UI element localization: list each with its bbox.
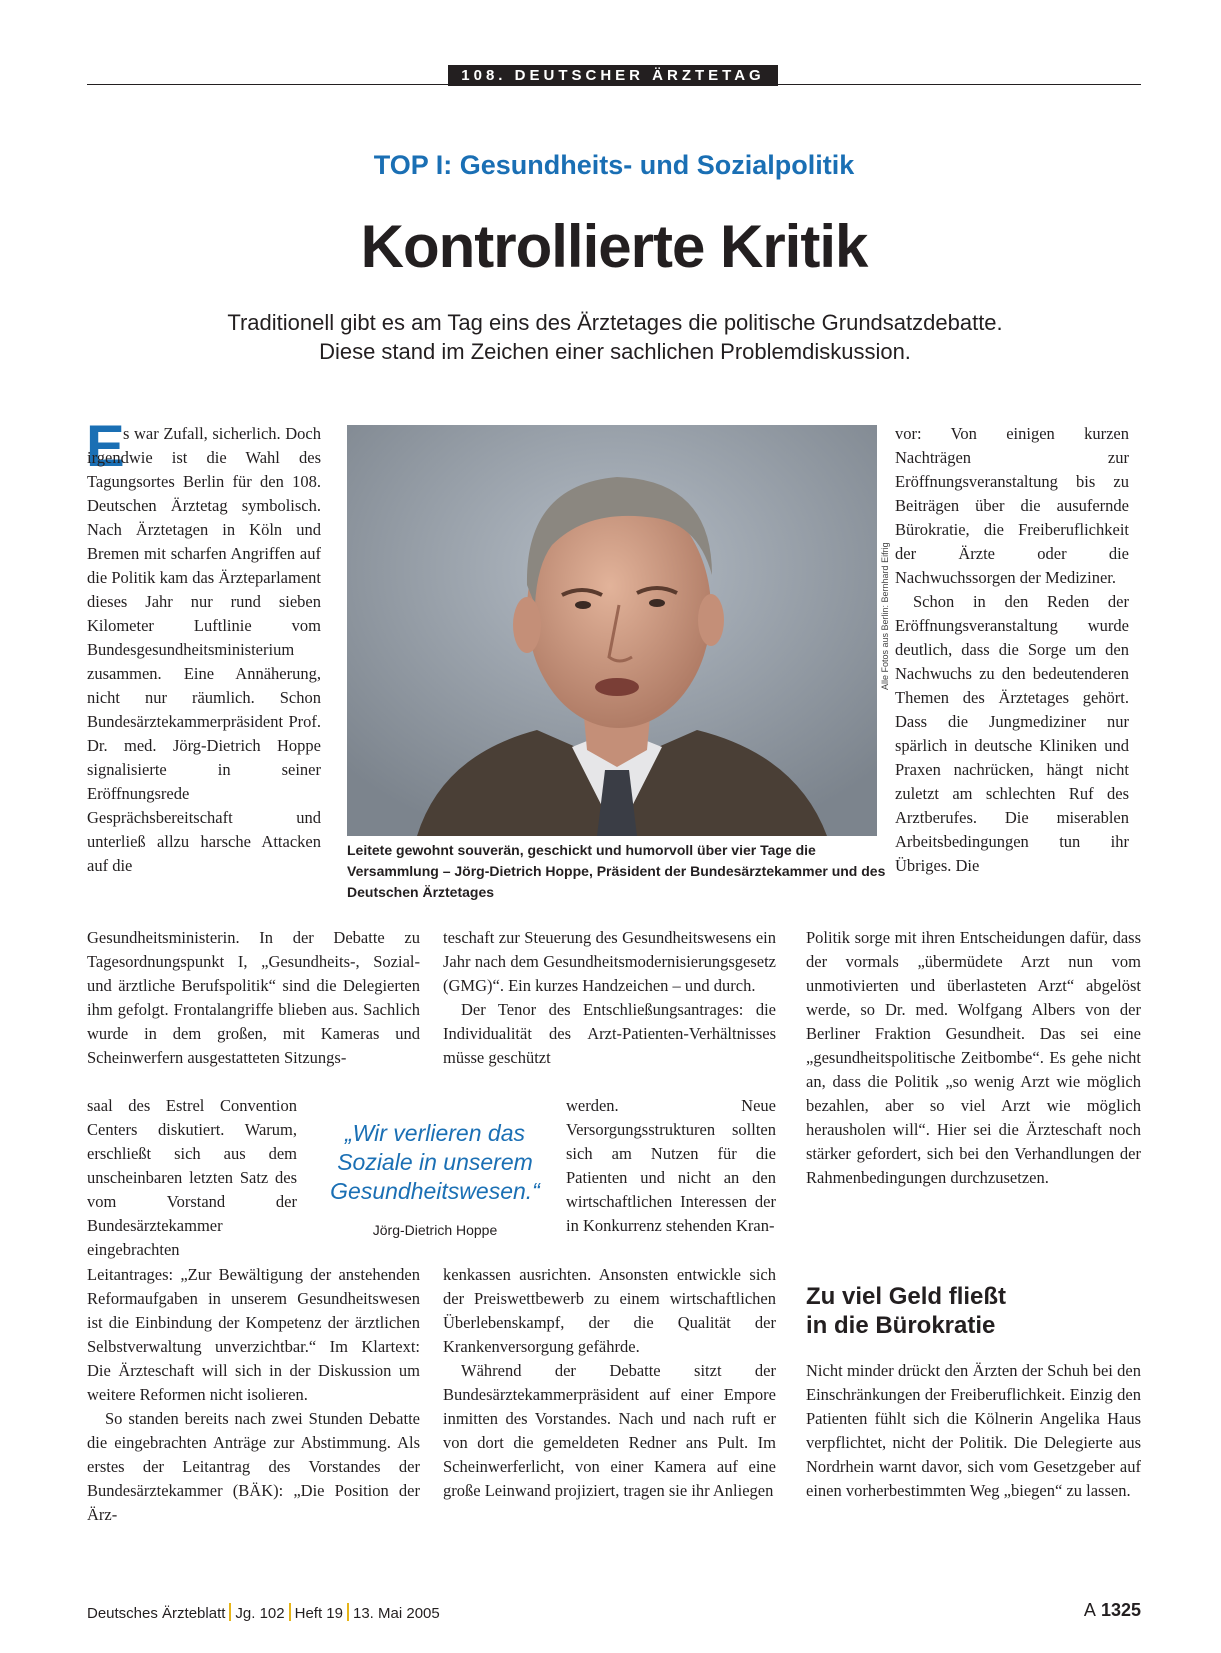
subheading-line: in die Bürokratie (806, 1312, 996, 1339)
paragraph: Schon in den Reden der Eröffnungsveranstaltung wurde deutlich, dass die Sorge um den Nachwuchs zu den bedeutenderen Themen des Ärztetages gehört. Dass die Jungmediziner nur spärlich in deutsche Kliniken und Praxen nachrücken, hängt nicht zuletzt am schlechten Ruf des Arztberufes. Die miserablen Arbeitsbedingungen tun ihr Übriges. Die (895, 592, 1129, 875)
paragraph: vor: Von einigen kurzen Nachträgen zur Eröffnungsveranstaltung bis zu Beiträgen über die ausufernde Bürokratie, die Freiberuflichkeit der Ärzte oder die Nachwuchssorgen der Mediziner. (895, 424, 1129, 587)
paragraph: Der Tenor des Entschließungsantrages: die Individualität des Arzt-Patienten-Verhältnisses müsse geschützt (443, 1000, 776, 1067)
paragraph: Nicht minder drückt den Ärzten der Schuh bei den Einschränkungen der Freiberuflichkeit. Einzig den Patienten fühlt sich die Kölnerin Angelika Haus verpflichtet, nicht der Politik. Die Delegierte aus Nordrhein warnt davor, sich vom Gesetzgeber auf einen vorherbestimmten Weg „biegen“ zu lassen. (806, 1361, 1141, 1500)
pull-quote (315, 1119, 555, 1206)
paragraph: teschaft zur Steuerung des Gesundheitswesens ein Jahr nach dem Gesundheitsmodernisierungsgesetz (GMG)“. Ein kurzes Handzeichen – und durch. (443, 928, 776, 995)
quote-author: Jörg-Dietrich Hoppe (372, 1222, 498, 1238)
column-1-middle (87, 926, 420, 1070)
subheading-line: Zu viel Geld fließt (806, 1283, 1007, 1310)
journal-issue: Heft 19 (294, 1605, 343, 1622)
column-1-narrow (87, 1094, 297, 1262)
paragraph: kenkassen ausrichten. Ansonsten entwickle sich der Preiswettbewerb zu einem wirtschaftlichen Überlebenskampf, der die Qualität der Krankenversorgung gefährde. (443, 1265, 776, 1356)
footer (87, 1603, 440, 1622)
column-1-top (87, 422, 321, 878)
footer-separator (229, 1603, 231, 1621)
photo-caption: Leitete gewohnt souverän, geschickt und humorvoll über vier Tage die Versammlung – Jörg-Dietrich Hoppe, Präsident der Bundesärztekammer und des Deutschen Ärztetages (347, 842, 886, 900)
journal-name: Deutsches Ärzteblatt (87, 1605, 226, 1622)
footer-separator (347, 1603, 349, 1621)
lead-text (120, 308, 1110, 366)
journal-volume: Jg. 102 (235, 1605, 285, 1622)
quote-line: Soziale in unserem (337, 1149, 533, 1175)
lead-line-2: Diese stand im Zeichen einer sachlichen Problemdiskussion. (319, 339, 911, 365)
quote-line: Gesundheitswesen.“ (330, 1178, 540, 1204)
column-2-narrow (566, 1094, 776, 1238)
column-2-bottom (443, 1263, 776, 1503)
portrait-illustration (347, 425, 877, 836)
paragraph: Gesundheitsministerin. In der Debatte zu Tagesordnungspunkt I, „Gesundheits-, Sozial- und ärztliche Berufspolitik“ sind die Delegierten ihm gefolgt. Frontalangriffe blieben aus. Sachlich wurde in dem großen, mit Kameras und Scheinwerfern ausgestatteten Sitzungs- (87, 928, 420, 1067)
page-number (1040, 1600, 1141, 1621)
page-number-value: 1325 (1100, 1600, 1141, 1620)
portrait-photo (347, 425, 877, 836)
paragraph: s war Zufall, sicherlich. Doch irgendwie ist die Wahl des Tagungsortes Berlin für den 108. Deutschen Ärztetag symbolisch. Nach Ärztetagen in Köln und Bremen mit scharfen Angriffen auf die Politik kam das Ärzteparlament dieses Jahr nur rund sieben Kilometer Luftlinie vom Bundesgesundheitsministerium zusammen. Eine Annäherung, nicht nur räumlich. Schon Bundesärztekammerpräsident Prof. Dr. med. Jörg-Dietrich Hoppe signalisierte in seiner Eröffnungsrede Gesprächsbereitschaft und unterließ allzu harsche Attacken auf die (87, 424, 321, 875)
issue-date: 13. Mai 2005 (353, 1605, 440, 1622)
dropcap: E (86, 414, 125, 479)
paragraph: So standen bereits nach zwei Stunden Debatte die eingebrachten Anträge zur Abstimmung. Als erstes der Leitantrag des Vorstandes der Bundesärztekammer (BÄK): „Die Position der Ärz- (87, 1409, 420, 1524)
paragraph: werden. Neue Versorgungsstrukturen sollten sich am Nutzen für die Patienten und nicht an den wirtschaftlichen Interessen der in Konkurrenz stehenden Kran- (566, 1096, 776, 1235)
paragraph: Leitantrages: „Zur Bewältigung der anstehenden Reformaufgaben in unserem Gesundheitswesen ist die Einbindung der Kompetenz der ärztlichen Selbstverwaltung unverzichtbar.“ Im Klartext: Die Ärzteschaft will sich in der Diskussion um weitere Reformen nicht isolieren. (87, 1265, 420, 1404)
section-label: 108. DEUTSCHER ÄRZTETAG (448, 65, 778, 86)
page-prefix: A (1083, 1600, 1096, 1620)
column-1-bottom (87, 1263, 420, 1527)
section-subheading (806, 1282, 1141, 1340)
column-2-top (443, 926, 776, 1070)
photo-credit: Alle Fotos aus Berlin: Bernhard Eifrig (880, 542, 890, 690)
footer-separator (289, 1603, 291, 1621)
paragraph: saal des Estrel Convention Centers diskutiert. Warum, erschließt sich aus dem unscheinbaren letzten Satz des vom Vorstand der Bundesärztekammer eingebrachten (87, 1096, 297, 1259)
paragraph: Politik sorge mit ihren Entscheidungen dafür, dass der vormals „übermüdete Arzt nun vom unmotivierten und überlasteten Arzt“ abgelöst werde, so Dr. med. Wolfgang Albers von der Berliner Fraktion Gesundheit. Das sei eine „gesundheitspolitische Zeitbombe“. Es gehe nicht an, dass die Politik „so wenig Arzt wie möglich bezahlen, aber so viel Arzt wie möglich herausholen will“. Hier sei die Ärzteschaft noch stärker gefordert, sich bei den Verhandlungen der Rahmenbedingungen durchzusetzen. (806, 928, 1141, 1187)
kicker: TOP I: Gesundheits- und Sozialpolitik (373, 150, 855, 180)
lead-line-1: Traditionell gibt es am Tag eins des Ärztetages die politische Grundsatzdebatte. (227, 310, 1003, 335)
article-title: Kontrollierte Kritik (360, 213, 868, 280)
paragraph: Während der Debatte sitzt der Bundesärztekammerpräsident auf einer Empore inmitten des Vorstandes. Nach und nach ruft er von dort die gemeldeten Redner ans Pult. Im Scheinwerferlicht, von einer Kamera auf eine große Leinwand projiziert, tragen sie ihr Anliegen (443, 1361, 776, 1500)
column-3-top (895, 422, 1129, 878)
column-3-wide (806, 926, 1141, 1190)
column-3-bottom (806, 1359, 1141, 1503)
quote-line: „Wir verlieren das (344, 1120, 525, 1146)
